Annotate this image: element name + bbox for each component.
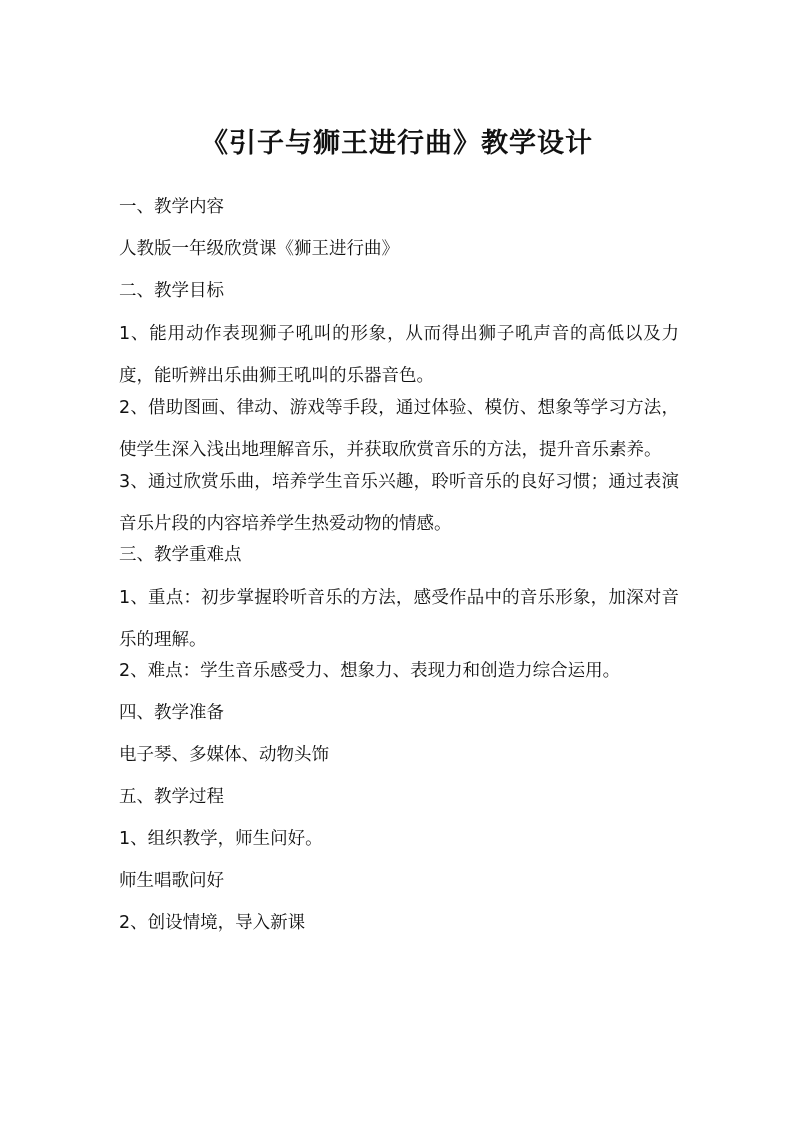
goal-item-2: 2、借助图画、律动、游戏等手段，通过体验、模仿、想象等学习方法，使学生深入浅出地理解音乐，并获取欣赏音乐的方法，提升音乐素养。 — [119, 398, 679, 460]
process-step-1-detail: 师生唱歌问好 — [119, 871, 224, 891]
document-body — [119, 197, 679, 955]
goal-item-3: 3、通过欣赏乐曲，培养学生音乐兴趣，聆听音乐的良好习惯；通过表演音乐片段的内容培养学生热爱动物的情感。 — [119, 472, 679, 534]
section-heading-process: 五、教学过程 — [119, 787, 224, 807]
section-heading-goals: 二、教学目标 — [119, 281, 224, 301]
document-title: 《引子与狮王进行曲》教学设计 — [201, 128, 593, 159]
process-step-1: 1、组织教学，师生问好。 — [119, 829, 323, 849]
key-point-item: 1、重点：初步掌握聆听音乐的方法，感受作品中的音乐形象，加深对音乐的理解。 — [119, 588, 679, 650]
section-heading-content: 一、教学内容 — [119, 197, 224, 217]
process-step-2: 2、创设情境，导入新课 — [119, 913, 306, 933]
section-heading-key-points: 三、教学重难点 — [119, 545, 242, 565]
section-heading-preparation: 四、教学准备 — [119, 703, 224, 723]
preparation-text: 电子琴、多媒体、动物头饰 — [119, 745, 329, 765]
content-text: 人教版一年级欣赏课《狮王进行曲》 — [119, 239, 399, 259]
difficulty-item: 2、难点：学生音乐感受力、想象力、表现力和创造力综合运用。 — [119, 661, 621, 681]
goal-item-1: 1、能用动作表现狮子吼叫的形象，从而得出狮子吼声音的高低以及力度，能听辨出乐曲狮王吼叫的乐器音色。 — [119, 324, 679, 386]
